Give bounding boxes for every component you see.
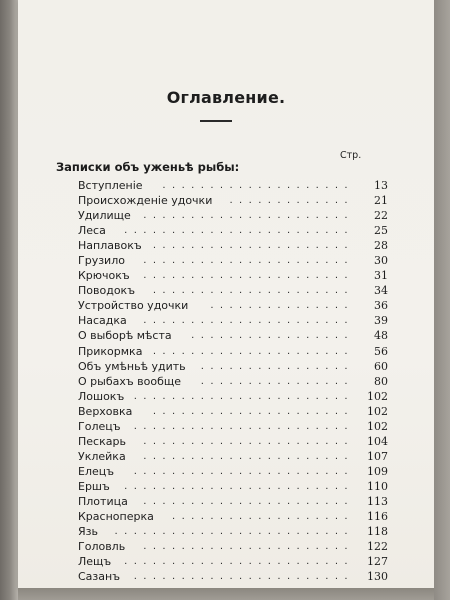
toc-entry-page: 102: [367, 419, 388, 433]
toc-entry-label: Грузило: [78, 254, 125, 268]
leader-dots: ......................: [143, 435, 354, 447]
toc-entry-page: 127: [367, 555, 388, 569]
leader-dots: ........................: [124, 480, 354, 492]
toc-entry-page: 104: [367, 434, 388, 448]
toc-entry: [78, 359, 388, 374]
toc-entry: [78, 464, 388, 479]
toc-entry-page: 30: [374, 254, 388, 268]
leader-dots: ......................: [143, 315, 354, 327]
toc-entry: [78, 268, 388, 283]
leader-dots: .............: [229, 195, 354, 207]
toc-entry-page: 122: [367, 540, 388, 554]
toc-entry-page: 60: [374, 359, 388, 373]
toc-entry-label: Ершъ: [78, 479, 110, 493]
toc-entry: [78, 298, 388, 313]
toc-entry: [78, 524, 388, 539]
leader-dots: .................: [191, 330, 354, 342]
toc-entry: [78, 494, 388, 509]
leader-dots: .....................: [152, 285, 354, 297]
toc-entry-label: Елецъ: [78, 464, 115, 478]
toc-entry: [78, 374, 388, 389]
toc-entry: [78, 509, 388, 524]
leader-dots: ........................: [124, 225, 354, 237]
toc-entry-label: Сазанъ: [78, 570, 120, 584]
toc-entry: [78, 328, 388, 343]
toc-entry-page: 56: [374, 344, 388, 358]
section-title: Записки объ уженьѣ рыбы:: [56, 160, 240, 174]
toc-entry: [78, 434, 388, 449]
toc-entry-label: Насадка: [78, 314, 127, 328]
toc-entry-label: Плотица: [78, 494, 128, 508]
toc-entry-label: Голецъ: [78, 419, 121, 433]
toc-entry-label: Вступленіе: [78, 179, 143, 192]
page-edge: [434, 0, 450, 600]
toc-entry: [78, 313, 388, 328]
toc-entry-label: Лошокъ: [78, 389, 125, 403]
leader-dots: ...................: [172, 511, 354, 523]
toc-entry-page: 21: [374, 194, 388, 208]
toc-entry-page: 113: [367, 494, 388, 508]
title-divider: [200, 120, 232, 122]
toc-entry-label: Происхожденіе удочки: [78, 194, 213, 208]
toc-entry-page: 34: [374, 284, 388, 298]
leader-dots: .......................: [133, 390, 354, 402]
toc-entry: [78, 569, 388, 584]
toc-entry-label: Устройство удочки: [78, 299, 189, 313]
leader-dots: ......................: [143, 495, 354, 507]
toc-entry: [78, 554, 388, 569]
toc-entry-label: Уклейка: [78, 449, 126, 463]
toc-entry: [78, 449, 388, 464]
toc-entry: [78, 539, 388, 554]
toc-entry-label: О выборѣ мѣста: [78, 329, 172, 343]
toc-entry: [78, 404, 388, 419]
toc-entry-label: Крючокъ: [78, 269, 130, 283]
toc-entry: [78, 238, 388, 253]
leader-dots: ......................: [143, 541, 354, 553]
toc-entry-page: 102: [367, 389, 388, 403]
leader-dots: ....................: [162, 180, 354, 191]
toc-entry: [78, 344, 388, 359]
leader-dots: ......................: [143, 255, 354, 267]
leader-dots: ......................: [143, 270, 354, 282]
toc-entry-page: 13: [374, 179, 388, 192]
toc-entry-page: 102: [367, 404, 388, 418]
leader-dots: ........................: [124, 556, 354, 568]
toc-entry: [78, 208, 388, 223]
leader-dots: ...............: [210, 300, 354, 312]
toc-entry-label: Прикормка: [78, 344, 143, 358]
toc-entry-label: Наплавокъ: [78, 239, 142, 253]
leader-dots: ................: [200, 375, 354, 387]
toc-entry-label: Красноперка: [78, 510, 154, 524]
toc-entry-label: Верховка: [78, 404, 133, 418]
toc-entry-label: Лещъ: [78, 555, 112, 569]
toc-entry: [78, 253, 388, 268]
book-binding: [0, 0, 18, 600]
toc-entry-page: 116: [367, 510, 388, 524]
toc-entry: [78, 479, 388, 494]
leader-dots: .......................: [133, 571, 354, 583]
toc-entry-page: 110: [367, 479, 388, 493]
toc-entry-page: 107: [367, 449, 388, 463]
toc-entry-page: 130: [367, 570, 388, 584]
leader-dots: .........................: [114, 526, 354, 538]
toc-entry: [78, 193, 388, 208]
toc-entry-label: Удилище: [78, 209, 131, 223]
toc-entry: [78, 389, 388, 404]
toc-entry-page: 25: [374, 224, 388, 238]
toc-entry-page: 39: [374, 314, 388, 328]
leader-dots: ......................: [143, 450, 354, 462]
toc-entry-label: Язь: [78, 525, 98, 539]
leader-dots: ................: [200, 360, 354, 372]
table-of-contents: [78, 178, 388, 584]
toc-entry: [78, 419, 388, 434]
toc-entry-page: 31: [374, 269, 388, 283]
leader-dots: ......................: [143, 210, 354, 222]
toc-entry-page: 36: [374, 299, 388, 313]
toc-entry-label: Объ умѣньѣ удить: [78, 359, 186, 373]
toc-entry: [78, 178, 388, 193]
toc-entry: [78, 283, 388, 298]
toc-entry-label: Пескарь: [78, 434, 126, 448]
toc-entry-page: 22: [374, 209, 388, 223]
leader-dots: .....................: [152, 240, 354, 252]
toc-entry-page: 118: [367, 525, 388, 539]
toc-entry: [78, 223, 388, 238]
toc-entry-label: Головль: [78, 540, 126, 554]
leader-dots: .......................: [133, 465, 354, 477]
toc-entry-label: Поводокъ: [78, 284, 135, 298]
toc-entry-page: 28: [374, 239, 388, 253]
toc-entry-label: О рыбахъ вообще: [78, 374, 181, 388]
page-bottom-shadow: [18, 588, 434, 600]
leader-dots: .......................: [133, 420, 354, 432]
leader-dots: .....................: [152, 405, 354, 417]
toc-entry-label: Леса: [78, 224, 106, 238]
page-column-header: Стр.: [340, 150, 362, 161]
leader-dots: .....................: [152, 345, 354, 357]
toc-entry-page: 48: [374, 329, 388, 343]
toc-entry-page: 109: [367, 464, 388, 478]
toc-entry-page: 80: [374, 374, 388, 388]
page-title: Оглавление.: [166, 88, 286, 107]
